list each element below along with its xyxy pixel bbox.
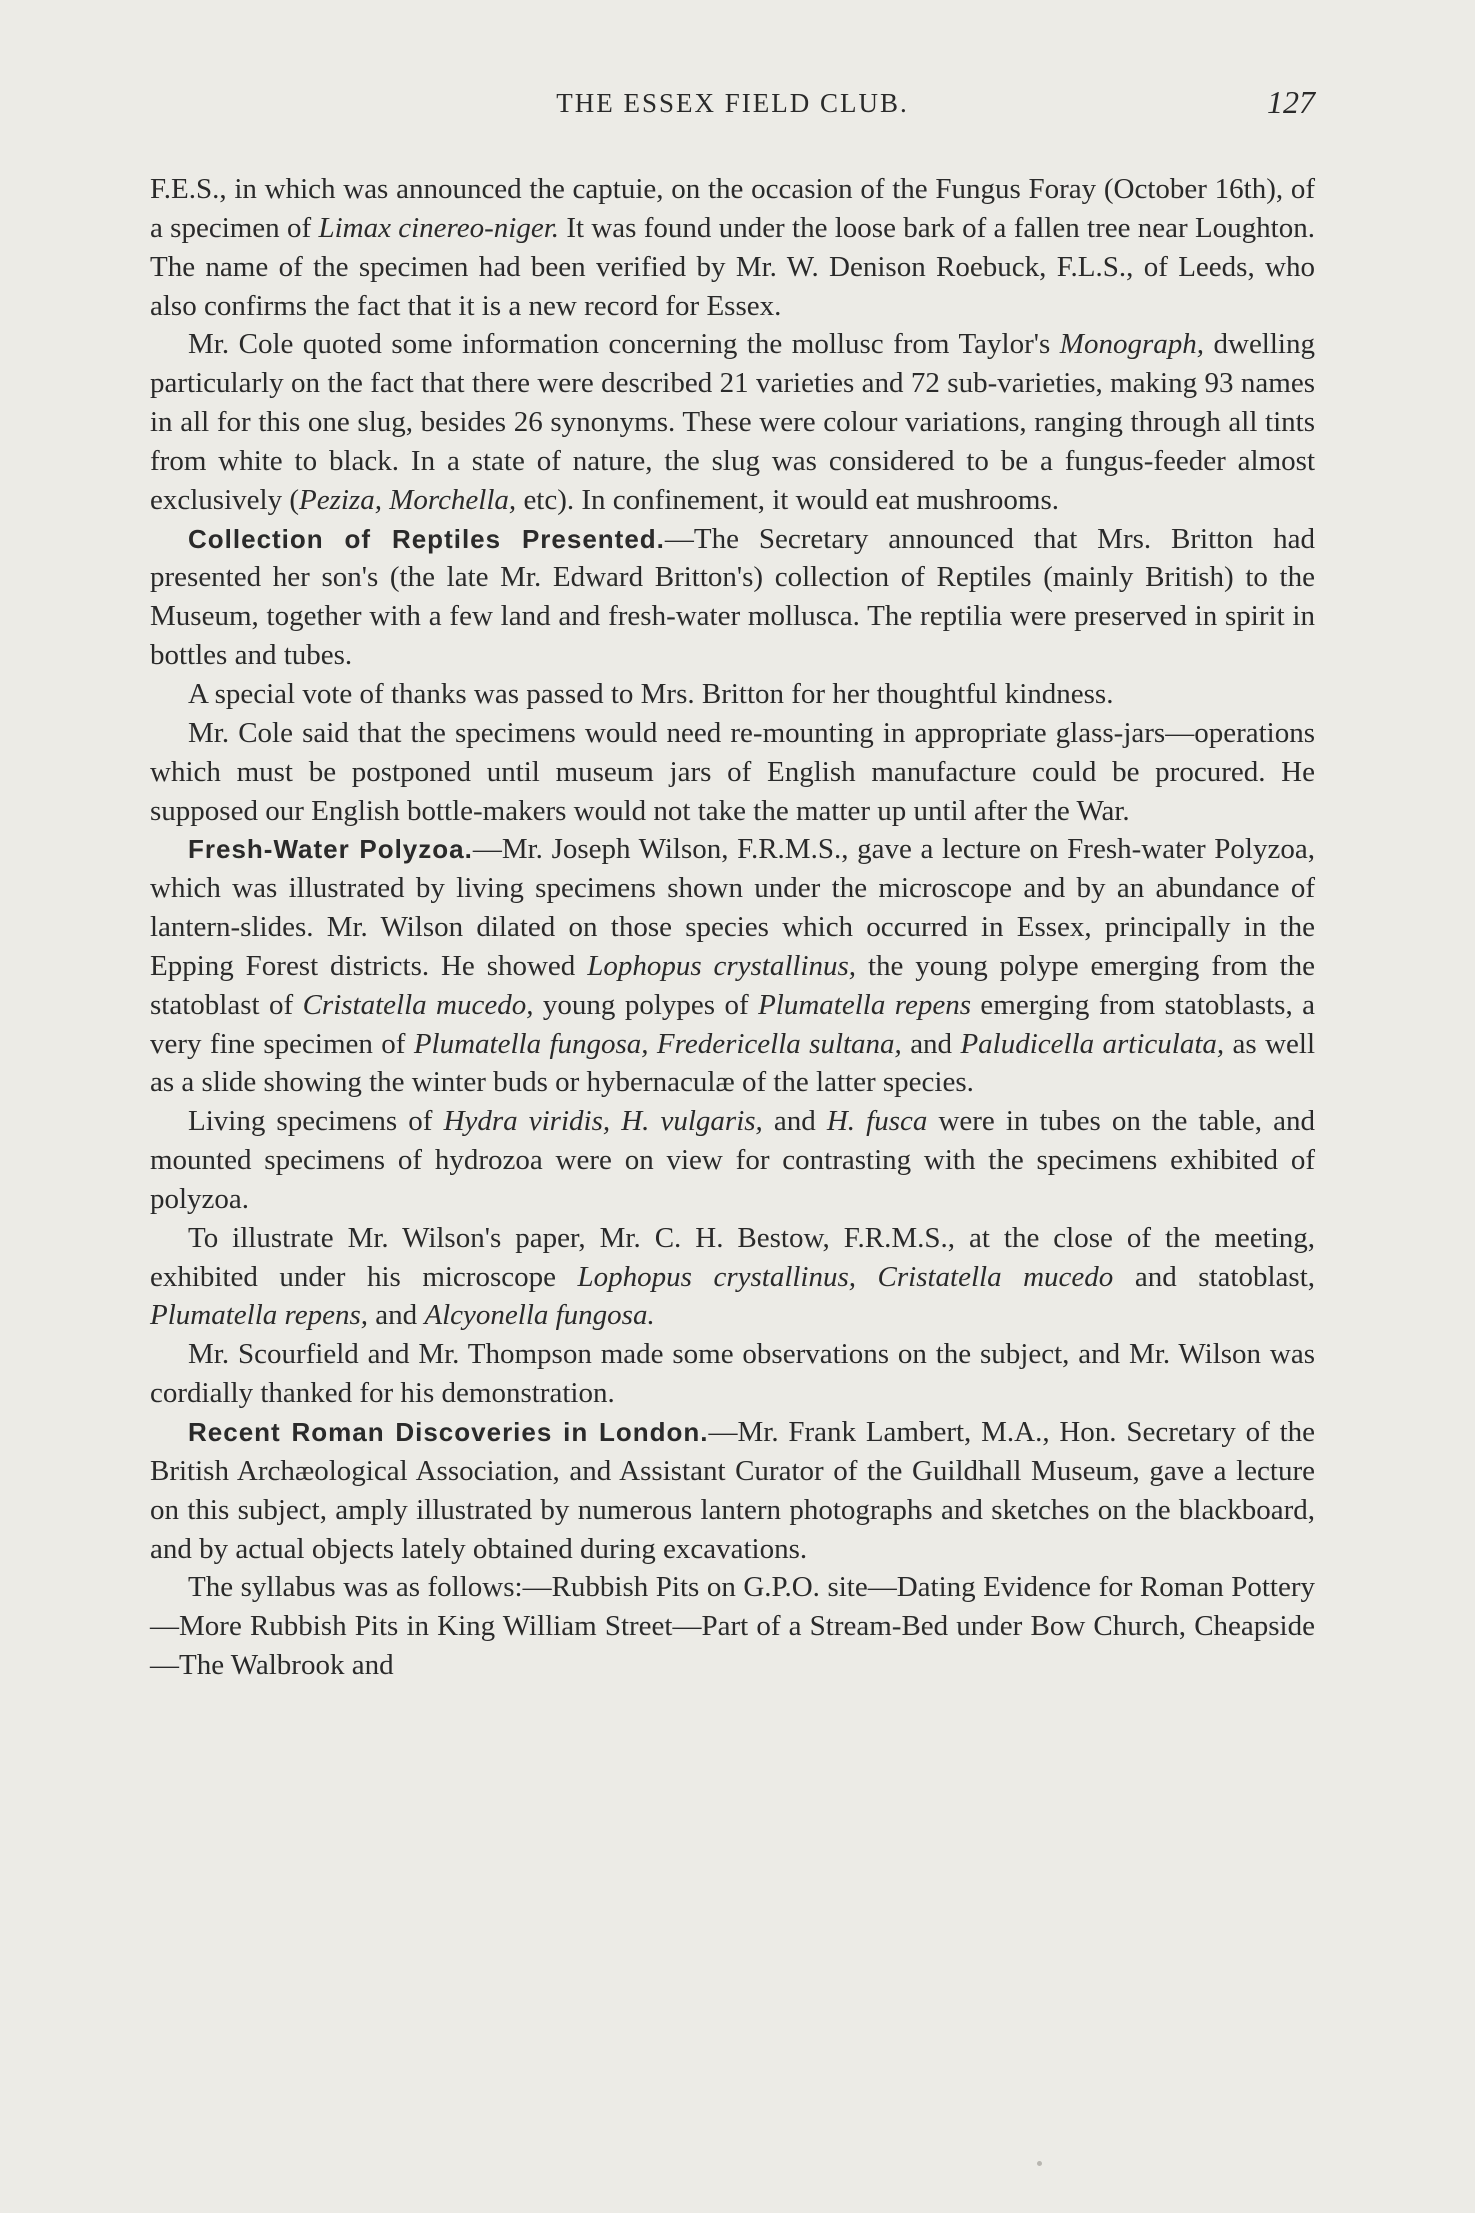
text-run: etc). In confinement, it would eat mushrooms.	[516, 483, 1060, 516]
paragraph	[150, 1335, 1315, 1413]
text-run: —Mr. Frank Lambert, M.A., Hon. Secretary of the British Archæological Association, and Assistant Curator of the Guildhall Museum, gave a lecture on this subject, amply illustrated by numerous lantern photographs and sketches on the blackboard, and by actual objects lately obtained during excavations.	[150, 1416, 1315, 1565]
section-heading: Fresh-Water Polyzoa.	[188, 834, 473, 865]
text-run: and	[368, 1299, 425, 1332]
paragraph	[150, 1219, 1315, 1336]
italic-text: Paludicella articulata,	[960, 1027, 1225, 1060]
text-run: and statoblast,	[1113, 1260, 1316, 1293]
text-run: as well as a slide showing the winter buds or hybernaculæ of the latter species.	[150, 1027, 1315, 1099]
italic-text: Cristatella mucedo,	[302, 988, 534, 1021]
text-run: The syllabus was as follows:—Rubbish Pits on G.P.O. site—Dating Evidence for Roman Pottery—More Rubbish Pits in King William Street—Part of a Stream-Bed under Bow Church, Cheapside—The Walbrook and	[150, 1571, 1315, 1682]
page-number: 127	[1267, 84, 1315, 120]
paragraph	[150, 714, 1315, 831]
text-run: and	[762, 1105, 827, 1138]
paragraph	[150, 675, 1315, 714]
paragraph	[150, 520, 1315, 675]
text-run: and	[901, 1027, 961, 1060]
text-run: emerging from statoblasts, a very fine specimen of	[150, 988, 1316, 1060]
italic-text: Alcyonella fungosa.	[424, 1299, 655, 1332]
text-run: A special vote of thanks was passed to Mrs. Britton for her thoughtful kindness.	[188, 677, 1114, 710]
paragraph	[150, 830, 1315, 1102]
paragraph	[150, 1413, 1315, 1568]
italic-text: H. fusca	[826, 1105, 928, 1138]
text-run: F.E.S., in which was announced the captuie, on the occasion of the Fungus Foray (October 16th), of a specimen of	[150, 173, 1315, 244]
text-run: —The Secretary announced that Mrs. Britton had presented her son's (the late Mr. Edward Britton's) collection of Reptiles (mainly British) to the Museum, together with a few land and fresh-water mollusca. The reptilia were preserved in spirit in bottles and tubes.	[150, 522, 1315, 672]
text-run: dwelling particularly on the fact that there were described 21 varieties and 72 sub-varieties, making 93 names in all for this one slug, besides 26 synonyms. These were colour variations, ranging through all tints from white to black. In a state of nature, the slug was considered to be a fungus-feeder almost exclusively (	[150, 328, 1315, 516]
text-run: Living specimens of	[188, 1105, 444, 1138]
paragraph	[150, 325, 1315, 519]
text-run: Mr. Scourfield and Mr. Thompson made some observations on the subject, and Mr. Wilson was cordially thanked for his demonstration.	[150, 1338, 1315, 1410]
text-run: It was found under the loose bark of a fallen tree near Loughton. The name of the specimen had been verified by Mr. W. Denison Roebuck, F.L.S., of Leeds, who also confirms the fact that it is a new record for Essex.	[150, 211, 1315, 322]
paragraph	[150, 1568, 1315, 1685]
text-run: Mr. Cole quoted some information concerning the mollusc from Taylor's	[188, 328, 1060, 361]
page-header	[150, 84, 1315, 128]
paragraph	[150, 1102, 1315, 1219]
text-run: young polypes of	[533, 988, 759, 1021]
italic-text: Lophopus crystallinus, Cristatella mucedo	[577, 1260, 1114, 1293]
paragraph	[150, 170, 1315, 325]
italic-text: Monograph,	[1059, 328, 1204, 361]
text-run: —Mr. Joseph Wilson, F.R.M.S., gave a lecture on Fresh-water Polyzoa, which was illustrated by living specimens shown under the microscope and by an abundance of lantern-slides. Mr. Wilson dilated on those species which occurred in Essex, principally in the Epping Forest districts. He showed	[150, 833, 1315, 982]
italic-text: Peziza, Morchella,	[298, 483, 517, 516]
section-heading: Collection of Reptiles Presented.	[188, 523, 665, 554]
section-heading: Recent Roman Discoveries in London.	[188, 1417, 709, 1447]
italic-text: Plumatella fungosa, Fredericella sultana,	[413, 1027, 902, 1060]
italic-text: Plumatella repens	[758, 988, 971, 1021]
running-title: THE ESSEX FIELD CLUB.	[556, 88, 909, 118]
italic-text: Plumatella repens,	[150, 1299, 368, 1332]
body-text	[150, 170, 1315, 1685]
italic-text: Lophopus crystallinus,	[587, 949, 857, 982]
print-speck	[1037, 2161, 1042, 2166]
text-run: were in tubes on the table, and mounted specimens of hydrozoa were on view for contrasting with the specimens exhibited of polyzoa.	[150, 1105, 1315, 1215]
text-run: the young polype emerging from the statoblast of	[150, 949, 1316, 1021]
italic-text: Hydra viridis, H. vulgaris,	[443, 1105, 763, 1138]
italic-text: Limax cinereo-niger.	[318, 211, 560, 244]
text-run: To illustrate Mr. Wilson's paper, Mr. C. H. Bestow, F.R.M.S., at the close of the meeting, exhibited under his microscope	[150, 1221, 1315, 1293]
text-run: Mr. Cole said that the specimens would need re-mounting in appropriate glass-jars—operations which must be postponed until museum jars of English manufacture could be procured. He supposed our English bottle-makers would not take the matter up until after the War.	[150, 716, 1315, 827]
